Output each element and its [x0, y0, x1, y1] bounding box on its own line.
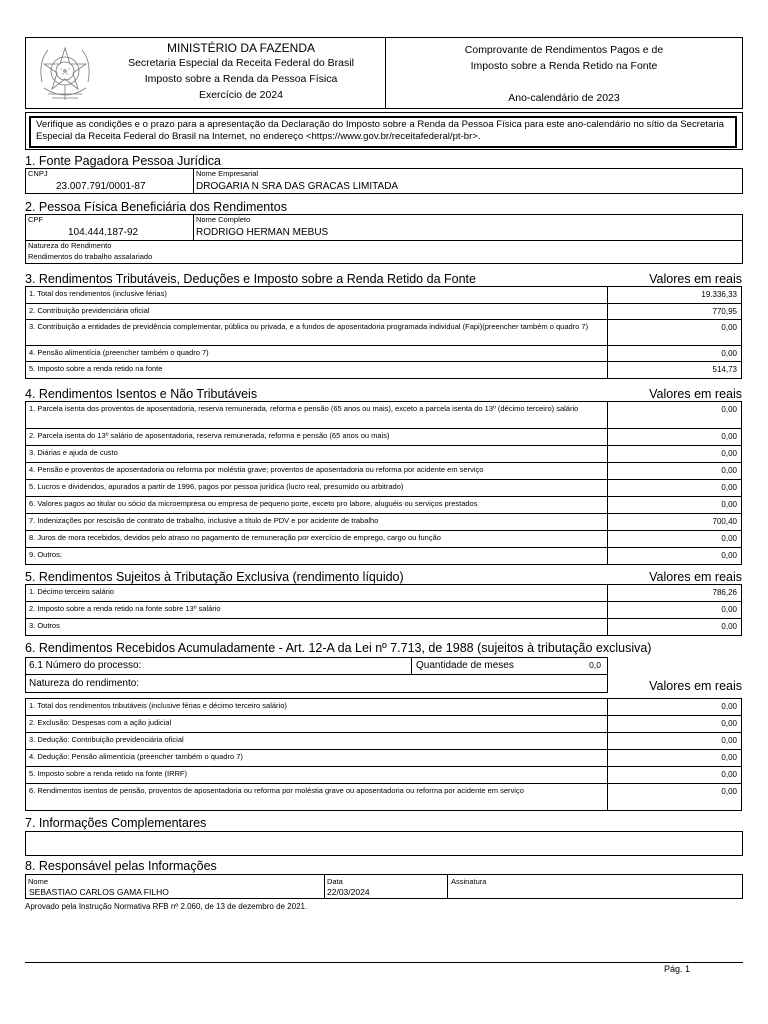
- cnpj-label: CNPJ: [28, 169, 48, 178]
- calendar-year: Ano-calendário de 2023: [508, 92, 620, 104]
- s3-row-4: [25, 345, 742, 362]
- s3-row-3: [25, 319, 742, 346]
- s6-row-3: [25, 732, 742, 750]
- row-label: 9. Outros:: [29, 550, 62, 559]
- nature-of-income-label: Natureza do rendimento:: [29, 678, 140, 689]
- footer-rule: [25, 962, 743, 963]
- nature-label: Natureza do Rendimento: [28, 241, 112, 250]
- s5-row-2: [25, 601, 742, 619]
- cnpj-value: 23.007.791/0001-87: [56, 181, 146, 192]
- row-label: 2. Imposto sobre a renda retido na fonte sobre 13º salário: [29, 604, 221, 613]
- date-value: 22/03/2024: [327, 887, 370, 897]
- row-label: 6. Valores pagos ao titular ou sócio da microempresa ou empresa de pequeno porte, exceto pro labore, aluguéis ou serviços prestados: [29, 499, 478, 508]
- date-label: Data: [327, 877, 343, 886]
- row-label: 4. Pensão e proventos de aposentadoria ou reforma por moléstia grave; proventos de aposentadoria ou reforma por acidente em serviço: [29, 465, 484, 474]
- section-5-values-label: Valores em reais: [649, 570, 742, 584]
- beneficiary-box: [25, 214, 743, 264]
- row-label: 8. Juros de mora recebidos, devidos pelo atraso no pagamento de remuneração por exercício de emprego, cargo ou função: [29, 533, 441, 542]
- row-value: 0,00: [607, 463, 741, 479]
- notice-text: Verifique as condições e o prazo para a apresentação da Declaração do Imposto sobre a Renda da Pessoa Física para este ano-calendário no sítio da Secretaria Especial da Receita Federal do Brasil na Internet, no endereço <https://www.gov.br/receitafederal/pt-br>.: [29, 116, 737, 148]
- full-name-value: RODRIGO HERMAN MEBUS: [196, 227, 329, 238]
- cpf-label: CPF: [28, 215, 43, 224]
- s4-row-2: [25, 428, 742, 446]
- row-label: 1. Parcela isenta dos proventos de aposentadoria, reserva remunerada, reforma e pensão (65 anos ou mais), exceto a parcela isenta do 13º (décimo terceiro) salário: [29, 404, 579, 413]
- row-value: 0,00: [607, 402, 741, 428]
- row-value: 0,00: [607, 429, 741, 445]
- s4-row-7: [25, 513, 742, 531]
- row-label: 5. Lucros e dividendos, apurados a partir de 1996, pagos por pessoa jurídica (lucro real, presumido ou arbitrado): [29, 482, 404, 491]
- section-2-title: 2. Pessoa Física Beneficiária dos Rendimentos: [25, 200, 287, 214]
- section-3-values-label: Valores em reais: [649, 272, 742, 286]
- company-name-label: Nome Empresarial: [196, 169, 259, 178]
- row-value: 700,40: [607, 514, 741, 530]
- row-label: 6. Rendimentos isentos de pensão, proventos de aposentadoria ou reforma por moléstia grave ou aposentadoria ou reforma por acidente em serviço: [29, 786, 524, 795]
- complementary-info-box: [25, 831, 743, 856]
- notice-box: [25, 112, 743, 150]
- s5-row-3: [25, 618, 742, 636]
- row-value: 0,00: [607, 531, 741, 547]
- row-value: 0,00: [607, 619, 741, 635]
- payer-box: [25, 168, 743, 194]
- row-label: 2. Parcela isenta do 13º salário de aposentadoria, reserva remunerada, reforma e pensão (65 anos ou mais): [29, 431, 390, 440]
- s3-row-2: [25, 303, 742, 320]
- section-7-title: 7. Informações Complementares: [25, 816, 207, 830]
- s4-row-4: [25, 462, 742, 480]
- cpf-value: 104.444.187-92: [68, 227, 139, 238]
- section-6-title: 6. Rendimentos Recebidos Acumuladamente - Art. 12-A da Lei nº 7.713, de 1988 (sujeitos à tributação exclusiva): [25, 641, 652, 655]
- doc-title-line-1: Comprovante de Rendimentos Pagos e de: [464, 44, 664, 56]
- s4-row-3: [25, 445, 742, 463]
- row-value: 0,00: [607, 750, 741, 766]
- secretariat-name: Secretaria Especial da Receita Federal do Brasil: [128, 57, 354, 69]
- s4-row-8: [25, 530, 742, 548]
- section-6-values-label: Valores em reais: [649, 679, 742, 693]
- approval-note: Aprovado pela Instrução Normativa RFB nº 2.060, de 13 de dezembro de 2021.: [25, 902, 308, 911]
- row-label: 3. Dedução: Contribuição previdenciária oficial: [29, 735, 184, 744]
- s6-row-6: [25, 783, 742, 811]
- section-4-values-label: Valores em reais: [649, 387, 742, 401]
- months-label: Quantidade de meses: [416, 660, 514, 671]
- row-label: 2. Exclusão: Despesas com a ação judicial: [29, 718, 172, 727]
- section-5-title: 5. Rendimentos Sujeitos à Tributação Exclusiva (rendimento líquido): [25, 570, 404, 584]
- header-left-box: [25, 37, 386, 109]
- row-value: 0,00: [607, 716, 741, 732]
- signature-label: Assinatura: [451, 877, 487, 886]
- doc-title-line-2: Imposto sobre a Renda Retido na Fonte: [470, 60, 658, 72]
- ministry-name: MINISTÉRIO DA FAZENDA: [166, 41, 316, 55]
- row-label: 2. Contribuição previdenciária oficial: [29, 306, 150, 315]
- row-value: 19.336,33: [607, 287, 741, 303]
- months-value: 0,0: [589, 660, 601, 670]
- row-label: 3. Contribuição a entidades de previdência complementar, pública ou privada, e a fundos de aposentadoria programada individual (Fapi)(preencher também o quadro 7): [29, 322, 589, 331]
- s6-row-4: [25, 749, 742, 767]
- row-value: 0,00: [607, 480, 741, 496]
- row-label: 5. Imposto sobre a renda retido na fonte (IRRF): [29, 769, 187, 778]
- row-value: 0,00: [607, 733, 741, 749]
- s6-row-5: [25, 766, 742, 784]
- row-value: 0,00: [607, 446, 741, 462]
- nature-value: Rendimentos do trabalho assalariado: [28, 252, 153, 261]
- exercise-year: Exercício de 2024: [198, 89, 284, 101]
- brazil-coat-of-arms-icon: [34, 42, 96, 104]
- row-value: 0,00: [607, 767, 741, 783]
- tax-name: Imposto sobre a Renda da Pessoa Física: [144, 73, 338, 85]
- row-value: 0,00: [607, 699, 741, 715]
- s3-row-1: [25, 286, 742, 304]
- row-value: 0,00: [607, 497, 741, 513]
- responsible-name-label: Nome: [28, 877, 49, 886]
- section-8-title: 8. Responsável pelas Informações: [25, 859, 217, 873]
- section-1-title: 1. Fonte Pagadora Pessoa Jurídica: [25, 154, 221, 168]
- row-value: 0,00: [607, 602, 741, 618]
- s6-row-2: [25, 715, 742, 733]
- responsible-box: [25, 874, 743, 899]
- row-value: 0,00: [607, 548, 741, 564]
- s4-row-6: [25, 496, 742, 514]
- full-name-label: Nome Completo: [196, 215, 251, 224]
- responsible-name-value: SEBASTIAO CARLOS GAMA FILHO: [29, 887, 169, 897]
- row-label: 5. Imposto sobre a renda retido na fonte: [29, 364, 163, 373]
- row-value: 0,00: [607, 346, 741, 361]
- process-number-label: 6.1 Número do processo:: [29, 660, 142, 671]
- row-value: 0,00: [607, 320, 741, 345]
- s3-row-5: [25, 361, 742, 379]
- s6-row-1: [25, 698, 742, 716]
- section-3-title: 3. Rendimentos Tributáveis, Deduções e Imposto sobre a Renda Retido da Fonte: [25, 272, 476, 286]
- row-label: 1. Total dos rendimentos tributáveis (inclusive férias e décimo terceiro salário): [29, 701, 287, 710]
- row-label: 7. Indenizações por rescisão de contrato de trabalho, inclusive a título de PDV e por acidente de trabalho: [29, 516, 379, 525]
- row-value: 0,00: [607, 784, 741, 810]
- process-box: [25, 657, 608, 693]
- row-value: 786,26: [607, 585, 741, 601]
- section-4-title: 4. Rendimentos Isentos e Não Tributáveis: [25, 387, 258, 401]
- s4-row-1: [25, 401, 742, 429]
- row-label: 4. Dedução: Pensão alimentícia (preencher também o quadro 7): [29, 752, 243, 761]
- header-right-box: [385, 37, 743, 109]
- s4-row-5: [25, 479, 742, 497]
- row-label: 3. Diárias e ajuda de custo: [29, 448, 118, 457]
- company-name-value: DROGARIA N SRA DAS GRACAS LIMITADA: [196, 181, 399, 192]
- row-label: 1. Total dos rendimentos (inclusive férias): [29, 289, 167, 298]
- row-value: 770,95: [607, 304, 741, 319]
- row-label: 4. Pensão alimentícia (preencher também o quadro 7): [29, 348, 209, 357]
- row-label: 1. Décimo terceiro salário: [29, 587, 115, 596]
- s4-row-9: [25, 547, 742, 565]
- page-number: Pág. 1: [663, 964, 690, 974]
- row-value: 514,73: [607, 362, 741, 378]
- row-label: 3. Outros: [29, 621, 60, 630]
- s5-row-1: [25, 584, 742, 602]
